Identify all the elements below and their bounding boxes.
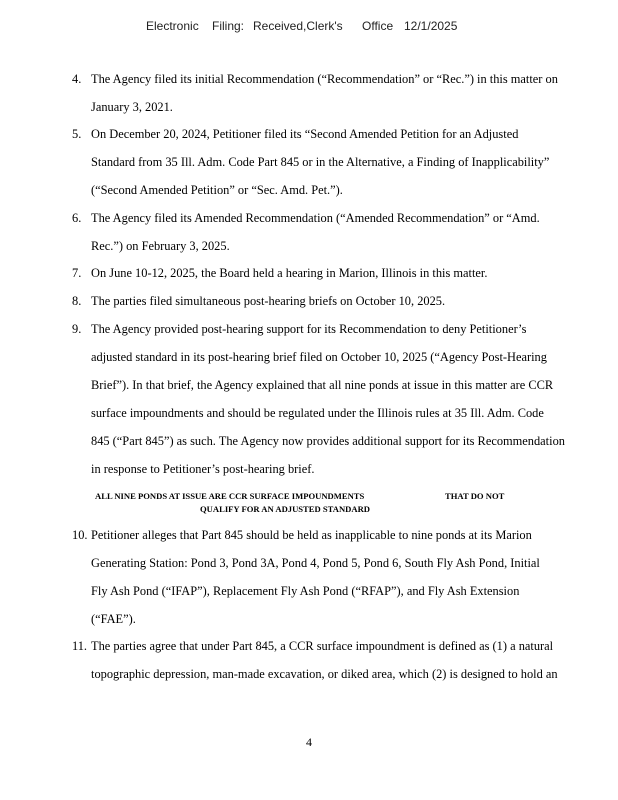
paragraph-line: Petitioner alleges that Part 845 should be held as inapplicable to nine ponds at its Marion bbox=[91, 528, 532, 542]
paragraph-number: 10. bbox=[72, 528, 88, 542]
paragraph-number: 8. bbox=[72, 294, 82, 308]
paragraph-8 bbox=[72, 287, 612, 315]
paragraph-line: The Agency provided post-hearing support for its Recommendation to deny Petitioner’s bbox=[91, 322, 527, 336]
header-date: 12/1/2025 bbox=[404, 19, 458, 33]
paragraph-line: January 3, 2021. bbox=[91, 100, 173, 114]
paragraph-line: adjusted standard in its post-hearing brief filed on October 10, 2025 (“Agency Post-Hearing bbox=[91, 350, 547, 364]
paragraph-number: 5. bbox=[72, 127, 82, 141]
paragraph-number: 9. bbox=[72, 322, 82, 336]
heading-part-1: ALL NINE PONDS AT ISSUE ARE CCR SURFACE IMPOUNDMENTS bbox=[95, 491, 365, 501]
header-office: Office bbox=[362, 19, 394, 33]
paragraph-line: Brief”). In that brief, the Agency explained that all nine ponds at issue in this matter are CCR bbox=[91, 378, 554, 392]
paragraph-line: The Agency filed its initial Recommendation (“Recommendation” or “Rec.”) in this matter on bbox=[91, 72, 558, 86]
paragraph-line: On June 10-12, 2025, the Board held a hearing in Marion, Illinois in this matter. bbox=[91, 266, 488, 280]
paragraph-line: Fly Ash Pond (“IFAP”), Replacement Fly Ash Pond (“RFAP”), and Fly Ash Extension bbox=[91, 584, 520, 598]
paragraph-10 bbox=[72, 521, 612, 633]
paragraph-line: Rec.”) on February 3, 2025. bbox=[91, 239, 230, 253]
paragraph-line: Generating Station: Pond 3, Pond 3A, Pond 4, Pond 5, Pond 6, South Fly Ash Pond, Initial bbox=[91, 556, 540, 570]
paragraph-11 bbox=[72, 632, 612, 688]
paragraph-line: (“FAE”). bbox=[91, 612, 136, 626]
header-filing: Filing: bbox=[212, 19, 245, 33]
paragraph-line: (“Second Amended Petition” or “Sec. Amd. Pet.”). bbox=[91, 183, 343, 197]
page-number: 4 bbox=[306, 735, 312, 749]
paragraph-line: in response to Petitioner’s post-hearing brief. bbox=[91, 462, 315, 476]
paragraph-number: 11. bbox=[72, 639, 88, 653]
paragraph-line: The parties agree that under Part 845, a CCR surface impoundment is defined as (1) a natural bbox=[91, 639, 554, 653]
header-received: Received,Clerk's bbox=[253, 19, 343, 33]
paragraph-line: topographic depression, man-made excavation, or diked area, which (2) is designed to hold an bbox=[91, 667, 558, 681]
paragraph-line: Standard from 35 Ill. Adm. Code Part 845 or in the Alternative, a Finding of Inapplicability” bbox=[91, 155, 550, 169]
paragraph-number: 6. bbox=[72, 211, 82, 225]
paragraph-line: surface impoundments and should be regulated under the Illinois rules at 35 Ill. Adm. Code bbox=[91, 406, 544, 420]
paragraph-line: The parties filed simultaneous post-hearing briefs on October 10, 2025. bbox=[91, 294, 446, 308]
paragraph-5 bbox=[72, 120, 612, 204]
paragraph-number: 7. bbox=[72, 266, 82, 280]
paragraph-4 bbox=[72, 65, 612, 121]
paragraph-7 bbox=[72, 259, 612, 287]
heading-part-2: THAT DO NOT bbox=[445, 491, 505, 501]
paragraph-line: 845 (“Part 845”) as such. The Agency now provides additional support for its Recommendation bbox=[91, 434, 565, 448]
paragraph-number: 4. bbox=[72, 72, 82, 86]
header-electronic: Electronic bbox=[146, 19, 199, 33]
paragraph-line: The Agency filed its Amended Recommendation (“Amended Recommendation” or “Amd. bbox=[91, 211, 540, 225]
paragraph-9 bbox=[72, 315, 612, 483]
heading-part-3: QUALIFY FOR AN ADJUSTED STANDARD bbox=[200, 504, 370, 514]
paragraph-line: On December 20, 2024, Petitioner filed its “Second Amended Petition for an Adjusted bbox=[91, 127, 519, 141]
paragraph-6 bbox=[72, 204, 612, 260]
